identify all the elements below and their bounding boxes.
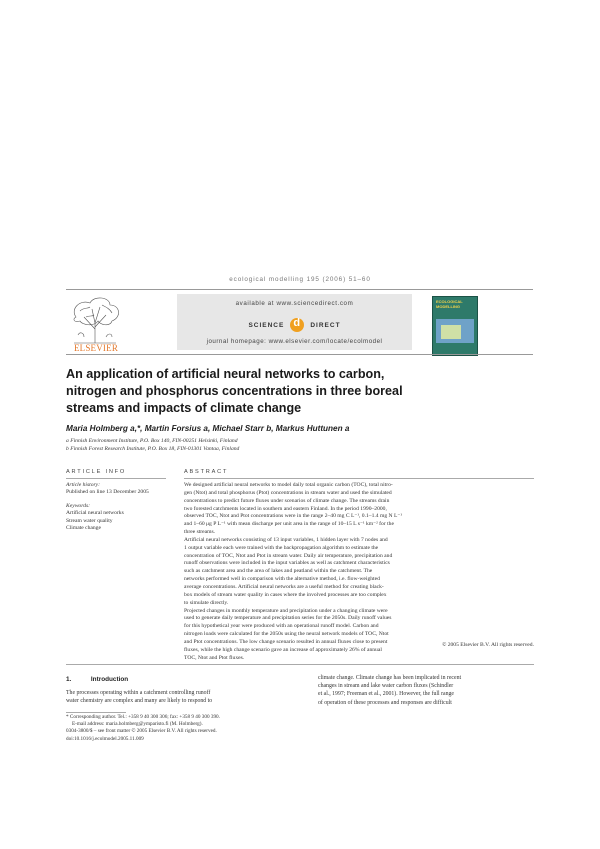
abstract-line: gen (Ntot) and total phosphorus (Ptot) concentrations in stream water and used the simulated: [184, 489, 392, 496]
abstract-line: such as catchment area and the area of lakes and peatland within the catchment. The: [184, 568, 373, 575]
journal-citation: ecological modelling 195 (2006) 51–60: [229, 276, 371, 283]
sciencedirect-logo: [177, 316, 412, 334]
affiliation: b Finnish Forest Research Institute, P.O. Box 18, FIN-01301 Vantaa, Finland: [66, 446, 240, 452]
article-info-rule: [66, 478, 166, 479]
article-info-heading: ARTICLE INFO: [66, 469, 127, 475]
elsevier-wordmark: ELSEVIER: [73, 343, 119, 353]
keyword: Stream water quality: [66, 517, 113, 524]
title-line: streams and impacts of climate change: [66, 401, 302, 415]
history-value: Published on line 13 December 2005: [66, 489, 149, 496]
body-line: et al., 1997; Freeman et al., 2001). However, the full range: [318, 691, 454, 698]
section-heading-introduction: [66, 676, 128, 683]
section-number: 1.: [66, 676, 72, 683]
abstract-line: and Ptot concentrations. The low change scenario resulted in annual fluxes close to present: [184, 638, 388, 645]
abstract-line: fluxes, while the high change scenario gave an increase of approximately 26% of annual: [184, 646, 382, 653]
sciencedirect-panel: [177, 294, 412, 350]
abstract-line: two forested catchments located in southern and eastern Finland. In the period 1990–2000,: [184, 505, 387, 512]
cover-picture-inset: [441, 325, 461, 339]
header-top-rule: [66, 289, 533, 290]
cover-title: ECOLOGICAL MODELLING: [436, 299, 463, 309]
available-at-link[interactable]: available at www.sciencedirect.com: [235, 300, 354, 307]
abstract-line: concentrations to predict future fluxes under scenarios of climate change. The streams drain: [184, 497, 390, 504]
abstract-line: nitrogen loads were calculated for the 2050s using the neural network models of TOC, Ntot: [184, 631, 389, 638]
article-title: [66, 366, 486, 417]
sciencedirect-right: DIRECT: [310, 321, 341, 329]
keywords-label: Keywords:: [66, 502, 91, 509]
body-line: water chemistry are complex and many are likely to respond to: [66, 698, 213, 705]
abstract-line: for this hypothetical year were produced with an operational runoff model. Carbon and: [184, 623, 379, 630]
sciencedirect-mark-icon: d: [290, 318, 304, 332]
body-line: climate change. Climate change has been implicated in recent: [318, 675, 462, 681]
history-label: Article history:: [66, 482, 101, 488]
keyword: Artificial neural networks: [66, 510, 124, 517]
abstract-line: box models of stream water quality in cases where the involved processes are too complex: [184, 591, 387, 598]
body-line: changes in stream and lake water carbon fluxes (Schindler: [318, 683, 454, 690]
header-bottom-rule: [66, 354, 533, 355]
abstract-line: TOC, Ntot and Ptot fluxes.: [184, 654, 245, 661]
title-line: nitrogen and phosphorus concentrations in three boreal: [66, 384, 403, 398]
abstract-line: 1 output variable each were trained with the backpropagation algorithm to estimate the: [184, 544, 379, 551]
author-list: Maria Holmberg a,*, Martin Forsius a, Michael Starr b, Markus Huttunen a: [66, 424, 350, 433]
footnote-rule: [66, 712, 126, 713]
body-line: of operation of these processes and responses are difficult: [318, 699, 452, 706]
abstract-line: average concentrations. Artificial neural networks are a useful method for creating black-: [184, 583, 384, 590]
abstract-line: used to generate daily temperature and precipitation series for the 2050s. Daily runoff values: [184, 615, 392, 622]
body-line: The processes operating within a catchment controlling runoff: [66, 690, 211, 696]
footnote-line: * Corresponding author. Tel.: +358 9 40 300 306; fax: +358 9 40 300 390.: [66, 714, 220, 720]
journal-header: [66, 289, 533, 355]
abstract-line: runoff observations were included in the input variables as well as catchment characteristics: [184, 560, 390, 567]
sciencedirect-left: SCIENCE: [248, 321, 285, 329]
keyword: Climate change: [66, 525, 101, 532]
abstract-line: networks performed well in comparison with the alternative method, i.e. flow-weighted: [184, 576, 380, 583]
abstract-line: observed TOC, Ntot and Ptot concentrations were in the range 2–40 mg C L⁻¹, 0.1–1.4 mg N L⁻¹: [184, 513, 403, 520]
intro-right-column: [318, 674, 534, 707]
footnotes: [66, 714, 306, 743]
title-line: An application of artificial neural networks to carbon,: [66, 367, 385, 381]
abstract-line: Projected changes in monthly temperature and precipitation under a changing climate were: [184, 607, 388, 614]
abstract-heading: ABSTRACT: [184, 469, 229, 475]
abstract-rule: [184, 478, 534, 479]
section-title: Introduction: [90, 676, 129, 683]
abstract-line: Artificial neural networks consisting of 13 input variables, 1 hidden layer with 7 nodes and: [184, 536, 388, 543]
article-info: [66, 482, 176, 532]
journal-cover-image: [432, 296, 478, 356]
footnote-line: E-mail address: maria.holmberg@ymparisto.fi (M. Holmberg).: [72, 721, 203, 728]
abstract-body: [184, 482, 534, 662]
abstract-line: and 1–60 μg P L⁻¹ with mean discharge per unit area in the range of 10–15 L s⁻¹ km⁻² for the: [184, 521, 394, 528]
abstract-line: three streams.: [184, 529, 216, 536]
footnote-line: doi:10.1016/j.ecolmodel.2005.11.009: [66, 735, 144, 742]
abstract-bottom-rule: [66, 664, 534, 665]
journal-homepage-link[interactable]: journal homepage: www.elsevier.com/locate/ecolmodel: [206, 338, 383, 345]
affiliation: a Finnish Environment Institute, P.O. Box 140, FIN-00251 Helsinki, Finland: [66, 438, 238, 444]
abstract-line: concentration of TOC, Ntot and Ptot in stream water. Daily air temperature, precipitation and: [184, 552, 393, 559]
copyright-notice: © 2005 Elsevier B.V. All rights reserved.: [442, 642, 534, 648]
abstract-line: We designed artificial neural networks to model daily total organic carbon (TOC), total nitro-: [184, 482, 393, 488]
intro-left-column: [66, 689, 306, 705]
abstract-line: to simulate directly.: [184, 599, 229, 606]
footnote-line: 0304-3800/$ – see front matter © 2005 Elsevier B.V. All rights reserved.: [66, 728, 217, 735]
